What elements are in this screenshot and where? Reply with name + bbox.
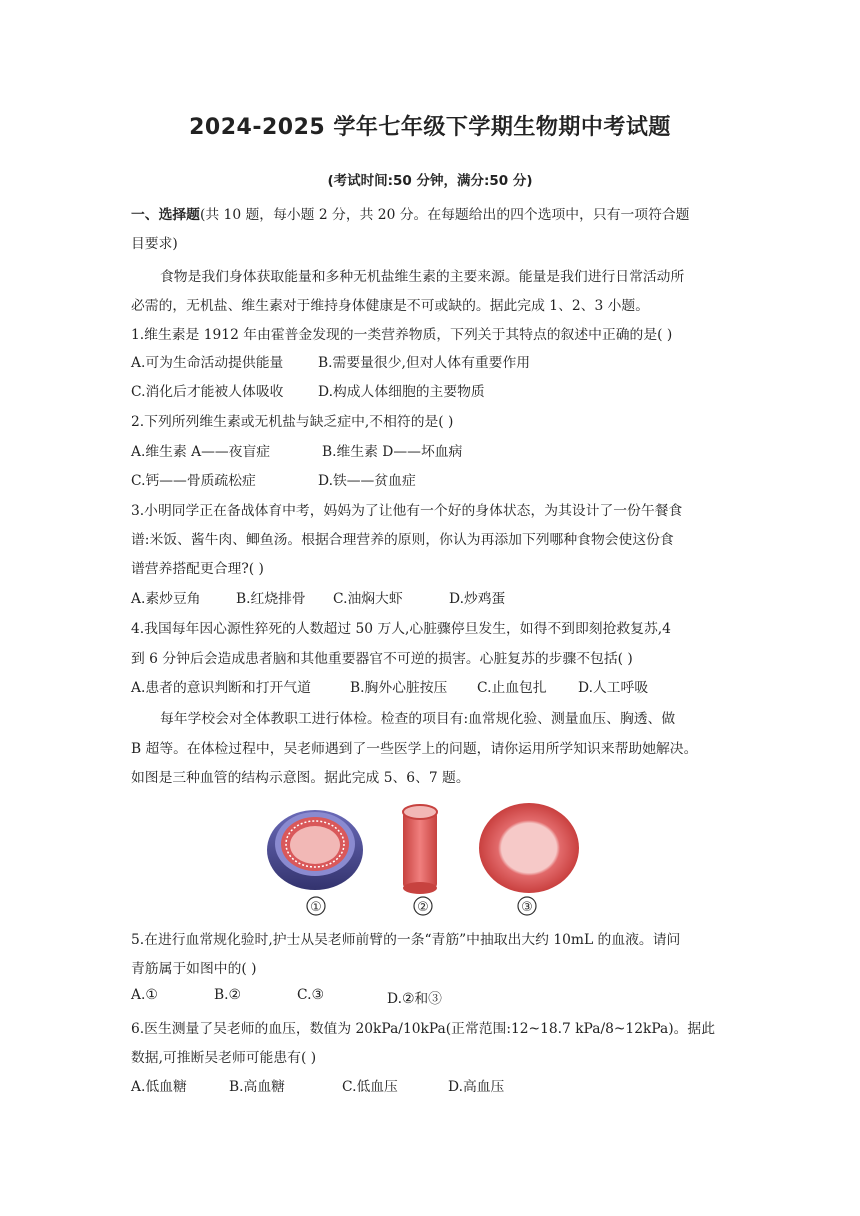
figure-label-1: ① — [310, 900, 322, 915]
q1-stem: 1.维生素是 1912 年由霍普金发现的一类营养物质，下列关于其特点的叙述中正确的是( ) — [131, 327, 673, 343]
passage1-line2: 必需的，无机盐、维生素对于维持身体健康是不可或缺的。据此完成 1、2、3 小题。 — [131, 298, 649, 314]
q5-option-d: D.②和③ — [387, 991, 442, 1007]
q2-option-c: C.钙——骨质疏松症 — [131, 473, 256, 489]
q5-option-c: C.③ — [297, 987, 324, 1003]
section1-heading: 一、选择题 — [131, 207, 200, 223]
q6-line1: 6.医生测量了吴老师的血压，数值为 20kPa/10kPa(正常范围:12~18.7 kPa/8~12kPa)。据此 — [131, 1021, 716, 1037]
section1-intro — [131, 203, 689, 223]
q6-option-a: A.低血糖 — [131, 1079, 187, 1095]
q6-option-c: C.低血压 — [342, 1079, 398, 1095]
q1-option-a: A.可为生命活动提供能量 — [131, 355, 284, 371]
q2-option-b: B.维生素 D——坏血病 — [322, 444, 463, 460]
q5-line2: 青筋属于如图中的( ) — [131, 961, 257, 977]
q4-line1: 4.我国每年因心源性猝死的人数超过 50 万人,心脏骤停旦发生，如得不到即刻抢救复苏,4 — [131, 621, 671, 637]
q1-option-c: C.消化后才能被人体吸收 — [131, 384, 284, 400]
passage1-line1: 食物是我们身体获取能量和多种无机盐维生素的主要来源。能量是我们进行日常活动所 — [160, 269, 685, 285]
q4-option-a: A.患者的意识判断和打开气道 — [131, 680, 311, 696]
q3-option-b: B.红烧排骨 — [236, 591, 306, 607]
q3-line1: 3.小明同学正在备战体育中考，妈妈为了让他有一个好的身体状态，为其设计了一份午餐食 — [131, 503, 683, 519]
exam-title: 2024-2025 学年七年级下学期生物期中考试题 — [189, 115, 671, 140]
q3-line3: 谱营养搭配更合理?( ) — [131, 561, 264, 577]
blood-vessel-figure — [265, 796, 585, 920]
figure-label-3: ③ — [521, 900, 533, 915]
q5-line1: 5.在进行血常规化验时,护士从吴老师前臂的一条“青筋”中抽取出大约 10mL 的血液。请问 — [131, 932, 681, 948]
passage2-line3: 如图是三种血管的结构示意图。据此完成 5、6、7 题。 — [131, 770, 470, 786]
q5-option-b: B.② — [214, 987, 241, 1003]
passage2-line2: B 超等。在体检过程中，吴老师遇到了一些医学上的问题，请你运用所学知识来帮助她解决。 — [131, 741, 698, 757]
q1-option-d: D.构成人体细胞的主要物质 — [318, 384, 485, 400]
q3-option-c: C.油焖大虾 — [333, 591, 403, 607]
figure-label-2: ② — [417, 900, 429, 915]
q4-option-d: D.人工呼吸 — [578, 680, 649, 696]
q3-option-a: A.素炒豆角 — [131, 591, 201, 607]
figure-labels — [307, 897, 536, 915]
q3-line2: 谱:米饭、酱牛肉、鲫鱼汤。根据合理营养的原则，你认为再添加下列哪种食物会使这份食 — [131, 532, 674, 548]
q3-option-d: D.炒鸡蛋 — [449, 591, 506, 607]
q2-option-d: D.铁——贫血症 — [318, 473, 416, 489]
exam-subtitle: (考试时间:50 分钟，满分:50 分) — [327, 173, 533, 189]
q6-line2: 数据,可推断吴老师可能患有( ) — [131, 1050, 317, 1066]
q5-option-a: A.① — [131, 987, 158, 1003]
vessel-3-artery — [479, 803, 579, 893]
section1-intro-text: (共 10 题，每小题 2 分，共 20 分。在每题给出的四个选项中，只有一项符合题 — [199, 207, 690, 223]
passage2-line1: 每年学校会对全体教职工进行体检。检查的项目有:血常规化验、测量血压、胸透、做 — [160, 711, 676, 727]
q4-option-c: C.止血包扎 — [477, 680, 547, 696]
q2-stem: 2.下列所列维生素或无机盐与缺乏症中,不相符的是( ) — [131, 414, 454, 430]
q6-option-b: B.高血糖 — [229, 1079, 285, 1095]
vessel-1-vein — [267, 810, 363, 890]
section1-intro-line2: 目要求) — [131, 236, 178, 252]
q4-line2: 到 6 分钟后会造成患者脑和其他重要器官不可逆的损害。心脏复苏的步骤不包括( ) — [131, 651, 633, 667]
q6-option-d: D.高血压 — [448, 1079, 505, 1095]
vessel-2-capillary — [403, 805, 437, 894]
q4-option-b: B.胸外心脏按压 — [350, 680, 448, 696]
q1-option-b: B.需要量很少,但对人体有重要作用 — [318, 355, 531, 371]
q2-option-a: A.维生素 A——夜盲症 — [131, 444, 271, 460]
